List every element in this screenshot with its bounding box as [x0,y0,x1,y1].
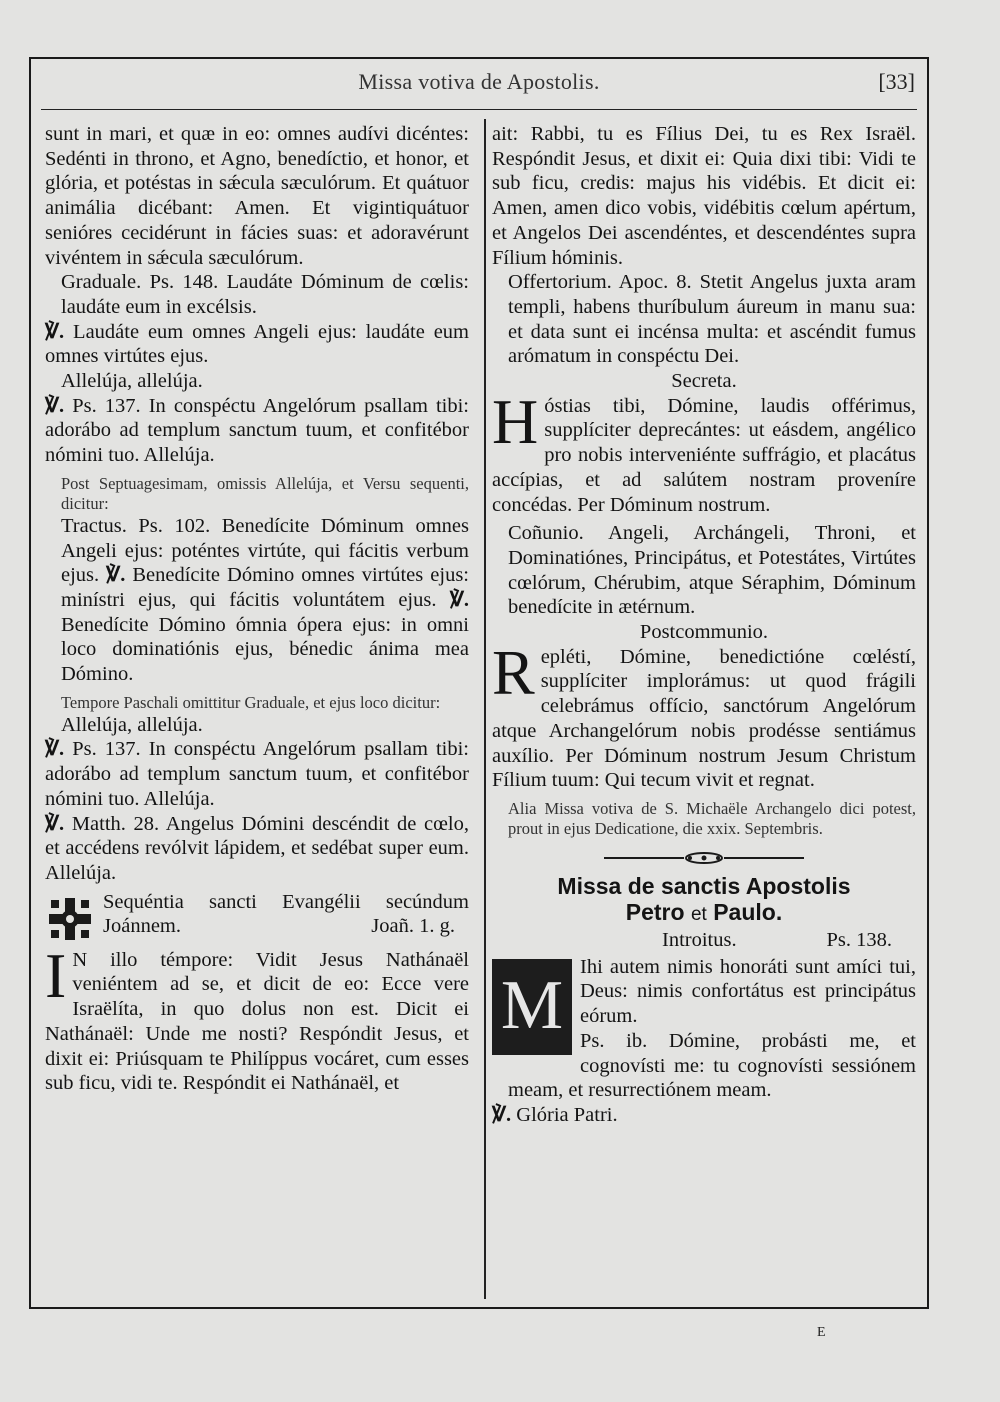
versicle-icon: ℣. [45,394,65,417]
cross-ornament-icon [45,894,95,944]
versicle-icon: ℣. [106,564,126,587]
gospel-heading [45,890,469,944]
drop-cap: H [492,385,539,457]
right-column [492,122,916,1128]
versicle-icon: ℣. [45,812,65,835]
versicle-text: Laudáte eum omnes Angeli ejus: laudáte eum omnes virtútes ejus. [45,320,470,368]
left-column [45,122,469,1096]
versicle [45,812,469,886]
illuminated-letter: M [500,966,564,1044]
mass-title-line [492,899,916,928]
gospel-body: N illo témpore: Vidit Jesus Nathánaël veniéntem ad se, et dicit de eo: Ecce vere Israëlíta, in quo dolus non est. Dicit ei Nathánaël: Unde me nosti? Respóndit Jesus, et dixit ei: Priúsquam te Philíppus vocáret, cum esses sub ficu, vidi te. Respóndit ei Nathánaël, et [45,948,469,1095]
introitus-heading [492,928,916,953]
secreta-body: óstias tibi, Dómine, laudis offérimus, supplíciter deprecántes: ut eásdem, angélico pro nobis interveniénte suffrágio, et placátus accípias, et ad salútem nostram proveníre concédas. Per Dóminum nostrum. [492,394,916,516]
gospel-reference: Joañ. 1. g. [371,915,455,938]
tractus-text: Benedícite Dómino omnes virtútes ejus: minístri ejus, qui fácitis voluntátem ejus. [61,564,469,611]
header-rule [41,109,917,110]
introitus-reference: Ps. 138. [826,928,892,951]
postcommunio-heading: Postcommunio. [639,621,769,644]
drop-cap: I [45,939,67,1011]
mass-title-line: Missa de sanctis Apostolis [557,872,851,899]
versicle-icon: ℣. [45,320,65,343]
gospel-text [45,939,469,1096]
versicle-text: Glória Patri. [516,1103,618,1126]
mass-title-word: et [690,903,707,925]
gospel-title: Sequéntia sancti Evangélii secúndum Joánnem. [103,890,469,938]
rubric: Alia Missa votiva de S. Michaële Archangelo dici potest, prout in ejus Dedicatione, die xxix. Septembris. [508,798,916,838]
mass-title-word: Paulo. [713,898,783,925]
versicle-text: Ps. 137. In conspéctu Angelórum psallam tibi: adorábo ad templum sanctum tuum, et confitébor nómini tuo. Allelúja. [45,394,470,467]
secreta [492,385,916,518]
versicle-icon: ℣. [492,1103,512,1126]
running-title: Missa votiva de Apostolis. [358,69,600,94]
versicle-icon: ℣. [45,738,65,761]
mass-title [492,873,916,928]
introitus-body: Ihi autem nimis honoráti sunt amíci tui, Deus: nimis confortátus est principátus eórum. [580,955,916,1028]
drop-cap: R [492,636,535,708]
tractus [45,514,469,687]
versicle [45,394,469,468]
introitus-label: Introitus. [662,928,737,951]
versicle-text: Matth. 28. Angelus Dómini descéndit de cœlo, et accédens revólvit lápidem, et sedébat super eum. Allelúja. [45,812,470,884]
postcommunio-body: epléti, Dómine, benedictióne cœléstí, supplíciter implorámus: ut quod frágili celebrámus offício, sanctórum Angelórum atque Archangelórum nobis prodésse sentiámus auxílio. Per Dóminum nostrum Jesum Christum Fílium tuum: Qui tecum vivit et regnat. [492,645,916,792]
rubric: Tempore Paschali omittitur Graduale, et ejus loco dicitur: [61,692,441,712]
versicle [45,737,469,811]
page-number: [33] [878,69,915,94]
tractus-text: Tractus. Ps. 102. Benedícite Dóminum omnes Angeli ejus: poténtes virtúte, qui fácitis verbum ejus. [61,514,469,587]
gospel-end: ait: Rabbi, tu es Fílius Dei, tu es Rex Israël. Respóndit Jesus, et dixit ei: Quia dixi tibi: Vidi te sub ficu, credis: majus his vidébis. Et dicit ei: Amen, amen dico vobis, vidébitis cœlum apértum, et Angelos Dei ascendéntes, et descendéntes supra Fílium hóminis. [492,123,916,269]
mass-title-word: Petro [625,898,685,925]
introitus [492,955,916,1044]
versicle [492,1103,916,1128]
versicle-text: Ps. 137. In conspéctu Angelórum psallam tibi: adorábo ad templum sanctum tuum, et confitébor nómini tuo. Allelúja. [45,738,470,810]
column-rule [484,119,486,1299]
epistle-end: sunt in mari, et quæ in eo: omnes audívi dicéntes: Sedénti in throno, et Agno, benedíctio, et honor, et glória, et potéstas in sǽcula sæculórum. Et quátuor animália dicébant: Amen. Et vigintiquátuor senióres cecidérunt in fácies suas: et adoravérunt vivéntem in sǽcula sæculórum. [45,123,469,269]
postcommunio [492,636,916,793]
offertorium: Offertorium. Apoc. 8. Stetit Angelus juxta aram templi, habens thuríbulum áureum in manu sua: et data sunt ei incénsa multa: et ascéndit fumus arómatum in conspéctu Dei. [508,271,916,368]
alleluia: Allelúja, allelúja. [61,370,203,393]
secreta-heading: Secreta. [671,370,737,393]
page-header [31,69,927,101]
signature-mark: E [817,1325,826,1340]
communio: Coñunio. Angeli, Archángeli, Throni, et Dominatiónes, Principátus, et Potestátes, Virtútes cœlórum, Chérubim, atque Séraphim, Dóminum benedícite in ætérnum. [508,522,916,619]
tractus-text: Benedícite Dómino ómnia ópera ejus: in omni loco dominatiónis ejus, bénedic ánima mea Dómino. [61,613,469,686]
illuminated-initial [492,959,572,1055]
ornamental-divider [492,851,916,869]
rubric: Post Septuagesimam, omissis Allelúja, et Versu sequenti, dicitur: [61,473,469,513]
page-frame [29,57,929,1309]
versicle-icon: ℣. [449,588,469,611]
divider-ornament-icon [604,851,804,865]
versicle [45,320,469,369]
introitus-psalm: Ps. ib. Dómine, probásti me, et cognovísti me: tu cognovísti sessiónem meam, et resurrectiónem meam. [508,1029,916,1102]
graduale: Graduale. Ps. 148. Laudáte Dóminum de cœlis: laudáte eum in excélsis. [61,271,469,318]
alleluia: Allelúja, allelúja. [61,713,203,736]
